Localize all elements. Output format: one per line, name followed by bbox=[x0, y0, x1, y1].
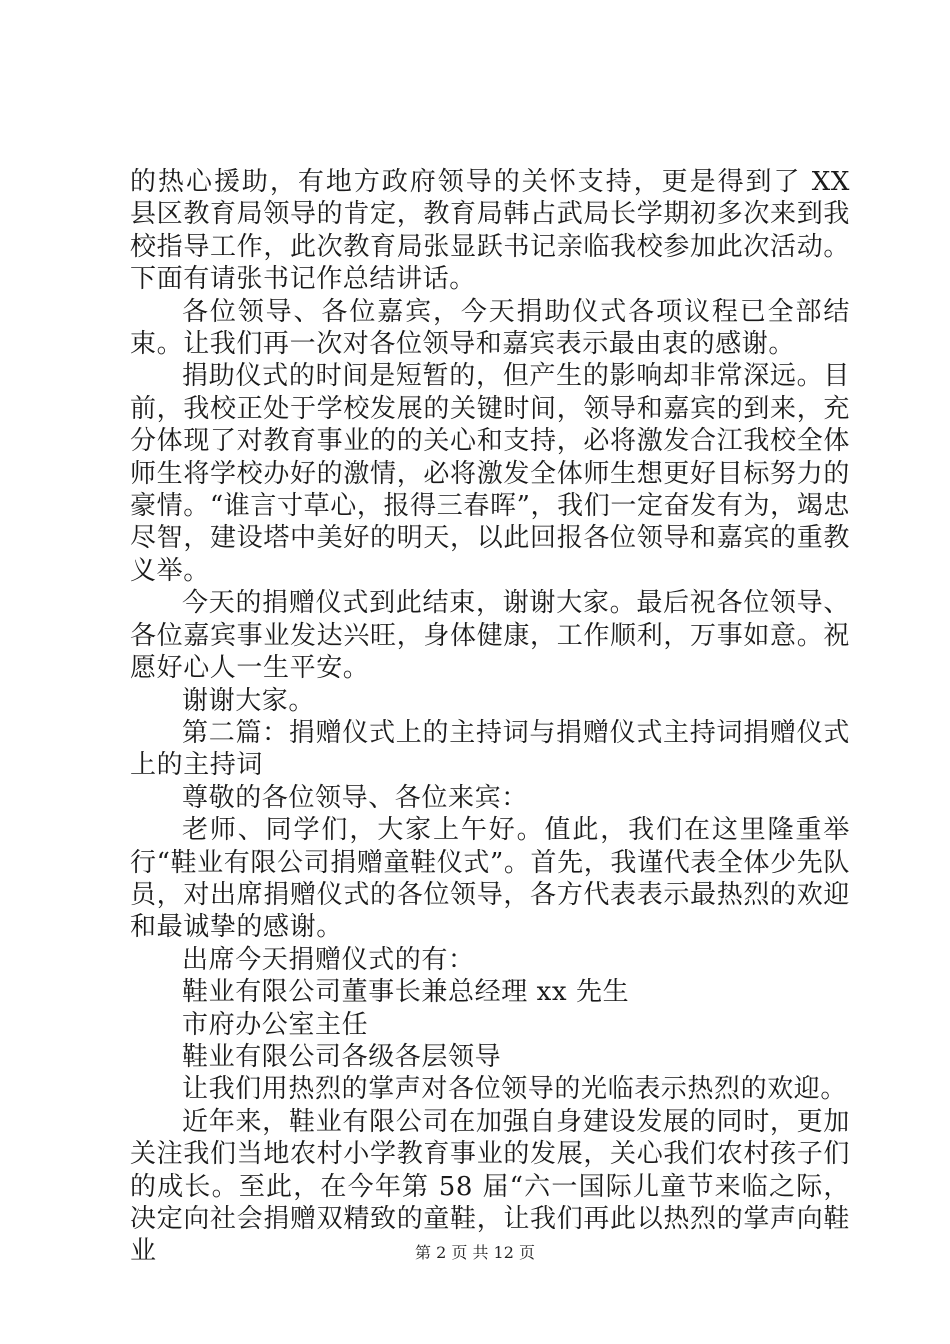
paragraph: 近年来，鞋业有限公司在加强自身建设发展的同时，更加关注我们当地农村小学教育事业的发展，关心我们农村孩子们的成长。至此，在今年第 58 届“六一国际儿童节来临之际，决定向社会捐赠双精致的童鞋，让我们再此以热烈的掌声向鞋业 bbox=[130, 1106, 850, 1267]
paragraph: 捐助仪式的时间是短暂的，但产生的影响却非常深远。目前，我校正处于学校发展的关键时间，领导和嘉宾的到来，充分体现了对教育事业的的关心和支持，必将激发合江我校全体师生将学校办好的激情，必将激发全体师生想更好目标努力的豪情。“谁言寸草心，报得三春晖”，我们一定奋发有为，竭忠尽智，建设塔中美好的明天，以此回报各位领导和嘉宾的重教义举。 bbox=[130, 361, 850, 586]
attendee-item: 市府办公室主任 bbox=[182, 1009, 369, 1040]
salutation: 尊敬的各位领导、各位来宾： bbox=[182, 782, 528, 813]
document-body bbox=[130, 166, 850, 1268]
paragraph: 出席今天捐赠仪式的有： bbox=[182, 944, 475, 975]
paragraph: 让我们用热烈的掌声对各位领导的光临表示热烈的欢迎。 bbox=[182, 1074, 848, 1105]
paragraph: 谢谢大家。 bbox=[182, 685, 316, 716]
attendee-item: 鞋业有限公司董事长兼总经理 xx 先生 bbox=[182, 977, 630, 1008]
paragraph: 老师、同学们，大家上午好。值此，我们在这里隆重举行“鞋业有限公司捐赠童鞋仪式”。首先，我谨代表全体少先队员，对出席捐赠仪式的各位领导，各方代表表示最热烈的欢迎和最诚挚的感谢。 bbox=[130, 815, 850, 943]
section-heading: 第二篇：捐赠仪式上的主持词与捐赠仪式主持词捐赠仪式上的主持词 bbox=[130, 717, 850, 781]
attendee-item: 鞋业有限公司各级各层领导 bbox=[182, 1041, 502, 1072]
page-footer: 第 2 页 共 12 页 bbox=[415, 1243, 535, 1262]
paragraph: 的热心援助，有地方政府领导的关怀支持，更是得到了 XX 县区教育局领导的肯定，教育局韩占武局长学期初多次来到我校指导工作，此次教育局张显跃书记亲临我校参加此次活动。下面有请张书记作总结讲话。 bbox=[130, 167, 850, 295]
paragraph: 各位领导、各位嘉宾，今天捐助仪式各项议程已全部结束。让我们再一次对各位领导和嘉宾表示最由衷的感谢。 bbox=[130, 296, 850, 360]
paragraph: 今天的捐赠仪式到此结束，谢谢大家。最后祝各位领导、各位嘉宾事业发达兴旺，身体健康，工作顺利，万事如意。祝愿好心人一生平安。 bbox=[130, 588, 850, 684]
